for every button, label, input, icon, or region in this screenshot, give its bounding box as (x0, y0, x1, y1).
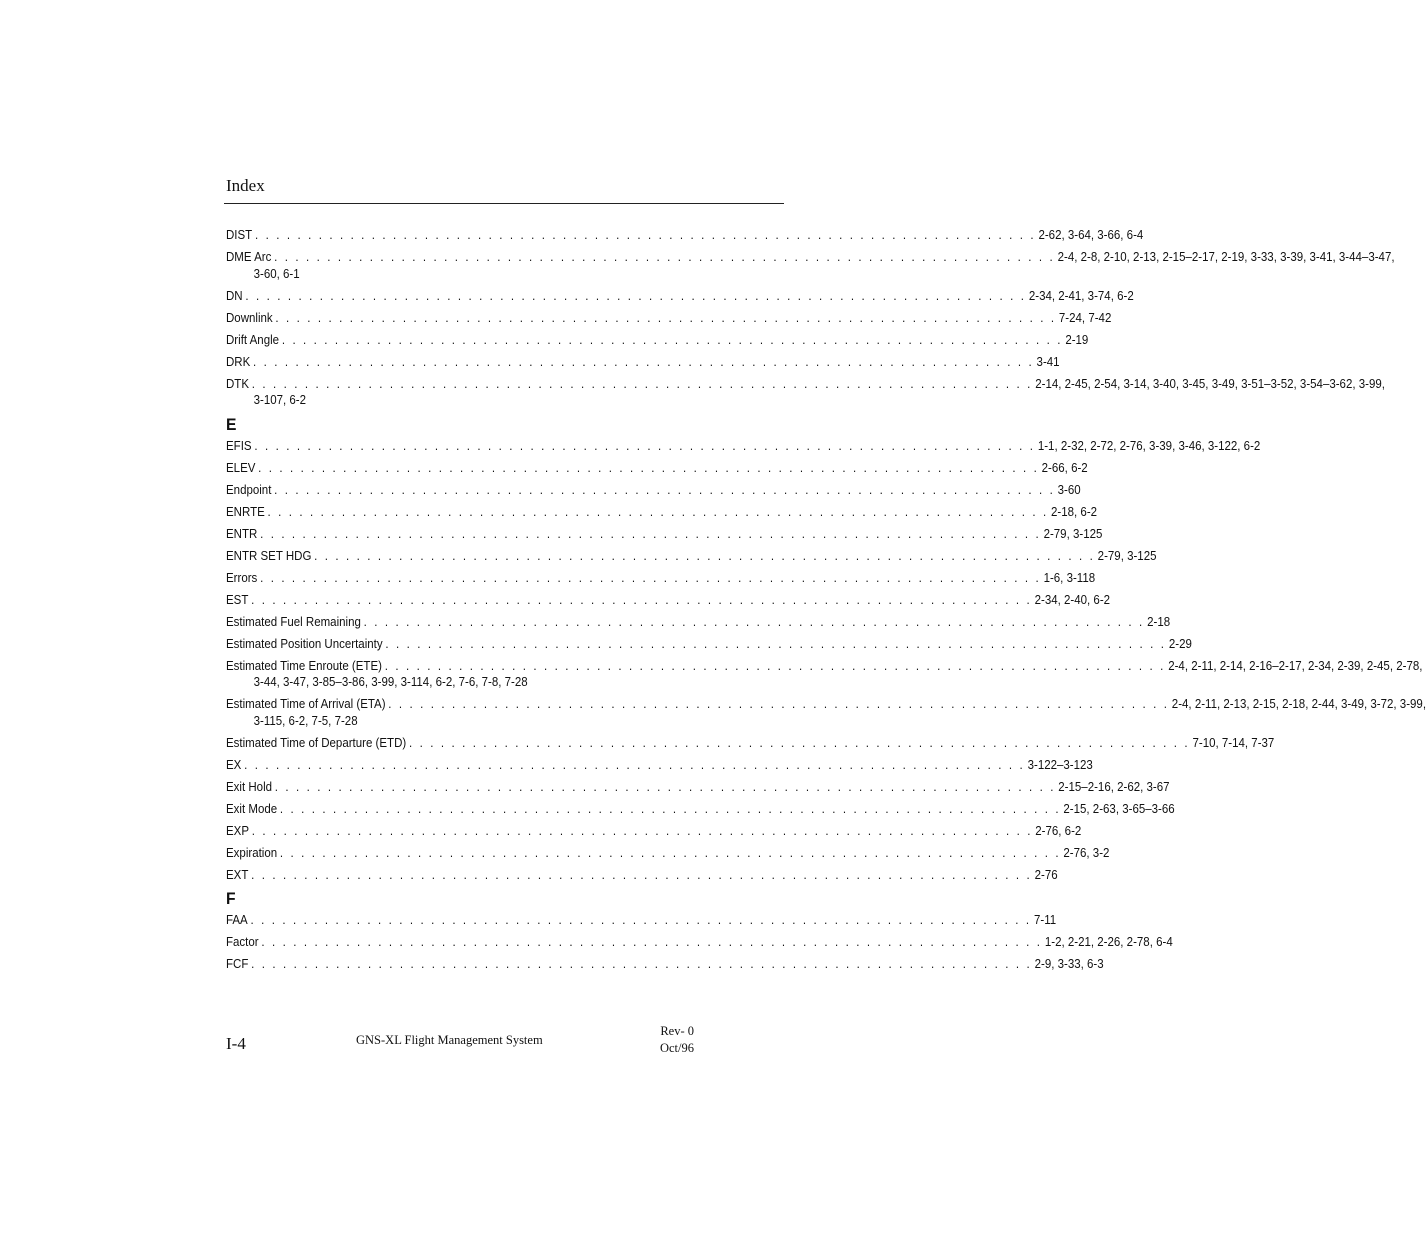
index-pages: 2-9, 3-33, 6-3 (1034, 957, 1104, 971)
index-pages: 2-18, 6-2 (1051, 504, 1098, 519)
dot-leader: . . . . . . . . . . . . . . . . . . . . . . . . . . . . . . . . . . . . . . . . . . . . . . . . . . . . . . . . . . . . . . . . . . . . . . . . . . (384, 658, 1166, 673)
index-term: Exit Mode (226, 801, 278, 816)
index-term: FAA (226, 913, 248, 927)
index-pages: 3-122–3-123 (1027, 757, 1093, 772)
index-term: EX (226, 757, 242, 772)
dot-leader: . . . . . . . . . . . . . . . . . . . . . . . . . . . . . . . . . . . . . . . . . . . . . . . . . . . . . . . . . . . . . . . . . . . . . . . . . . (254, 438, 1036, 453)
index-term: Downlink (226, 310, 273, 325)
index-term: EST (226, 592, 249, 607)
index-entry (226, 614, 1171, 631)
index-entry (226, 779, 1170, 796)
index-pages: 2-4, 2-8, 2-10, 2-13, 2-15–2-17, 2-19, 3-33, 3-39, 3-41, 3-44–3-47, (1057, 250, 1395, 264)
footer-revision: Rev- 0 (660, 1024, 694, 1038)
index-entry (226, 548, 1157, 565)
index-entry (226, 592, 1111, 609)
dot-leader: . . . . . . . . . . . . . . . . . . . . . . . . . . . . . . . . . . . . . . . . . . . . . . . . . . . . . . . . . . . . . . . . . . . . . . . . . . (251, 592, 1032, 607)
header-rule (224, 203, 784, 204)
index-term: Estimated Position Uncertainty (226, 636, 383, 651)
dot-leader: . . . . . . . . . . . . . . . . . . . . . . . . . . . . . . . . . . . . . . . . . . . . . . . . . . . . . . . . . . . . . . . . . . . . . . . . . . (408, 735, 1190, 750)
index-pages: 3-41 (1036, 354, 1060, 369)
dot-leader: . . . . . . . . . . . . . . . . . . . . . . . . . . . . . . . . . . . . . . . . . . . . . . . . . . . . . . . . . . . . . . . . . . . . . . . . . . (260, 526, 1041, 541)
index-pages: 2-34, 2-40, 6-2 (1034, 592, 1111, 607)
dot-leader: . . . . . . . . . . . . . . . . . . . . . . . . . . . . . . . . . . . . . . . . . . . . . . . . . . . . . . . . . . . . . . . . . . . . . . . . . . (314, 548, 1095, 563)
index-entry (226, 504, 1098, 521)
dot-leader: . . . . . . . . . . . . . . . . . . . . . . . . . . . . . . . . . . . . . . . . . . . . . . . . . . . . . . . . . . . . . . . . . . . . . . . . . . (251, 957, 1032, 971)
index-entry (226, 636, 1192, 653)
index-term: Exit Hold (226, 779, 273, 794)
dot-leader: . . . . . . . . . . . . . . . . . . . . . . . . . . . . . . . . . . . . . . . . . . . . . . . . . . . . . . . . . . . . . . . . . . . . . . . . . . (261, 935, 1043, 949)
index-pages-continued: 3-115, 6-2, 7-5, 7-28 (253, 713, 358, 728)
dot-leader: . . . . . . . . . . . . . . . . . . . . . . . . . . . . . . . . . . . . . . . . . . . . . . . . . . . . . . . . . . . . . . . . . . . . . . . . . . (275, 310, 1057, 325)
dot-leader: . . . . . . . . . . . . . . . . . . . . . . . . . . . . . . . . . . . . . . . . . . . . . . . . . . . . . . . . . . . . . . . . . . . . . . . . . . (274, 250, 1055, 264)
index-pages: 2-34, 2-41, 3-74, 6-2 (1028, 288, 1134, 303)
index-term: DIST (226, 228, 253, 242)
index-entry (226, 526, 1103, 543)
page-title: Index (226, 176, 265, 195)
index-term: Estimated Time of Arrival (ETA) (226, 697, 386, 711)
index-entry (226, 249, 1395, 282)
index-term: ELEV (226, 460, 256, 475)
dot-leader: . . . . . . . . . . . . . . . . . . . . . . . . . . . . . . . . . . . . . . . . . . . . . . . . . . . . . . . . . . . . . . . . . . . . . . . . . . (279, 845, 1061, 860)
index-pages: 2-15, 2-63, 3-65–3-66 (1063, 801, 1175, 816)
index-term: DRK (226, 354, 251, 369)
index-pages: 2-18 (1147, 614, 1171, 629)
index-term: Endpoint (226, 482, 272, 497)
dot-leader: . . . . . . . . . . . . . . . . . . . . . . . . . . . . . . . . . . . . . . . . . . . . . . . . . . . . . . . . . . . . . . . . . . . . . . . . . . (258, 460, 1039, 475)
footer-date: Oct/96 (659, 1041, 694, 1055)
index-pages: 1-6, 3-118 (1043, 570, 1096, 585)
index-term: Estimated Time Enroute (ETE) (226, 658, 382, 673)
index-entry (226, 934, 1173, 951)
index-pages: 2-4, 2-11, 2-14, 2-16–2-17, 2-34, 2-39, 2-45, 2-78, (1168, 658, 1423, 673)
index-entry (226, 867, 1058, 884)
index-pages: 2-66, 6-2 (1041, 460, 1088, 475)
index-term: Factor (226, 935, 259, 949)
index-pages: 7-11 (1033, 913, 1057, 927)
index-entry (226, 956, 1104, 973)
index-term: FCF (226, 957, 249, 971)
index-pages: 2-14, 2-45, 2-54, 3-14, 3-40, 3-45, 3-49, 3-51–3-52, 3-54–3-62, 3-99, (1035, 376, 1385, 391)
index-entry (226, 227, 1144, 244)
index-pages: 1-2, 2-21, 2-26, 2-78, 6-4 (1044, 935, 1173, 949)
index-entry (226, 482, 1081, 499)
index-pages: 3-60 (1057, 482, 1081, 497)
index-term: DN (226, 288, 243, 303)
index-pages: 2-19 (1065, 332, 1089, 347)
dot-leader: . . . . . . . . . . . . . . . . . . . . . . . . . . . . . . . . . . . . . . . . . . . . . . . . . . . . . . . . . . . . . . . . . . . . . . . . . . (363, 614, 1145, 629)
index-pages: 2-62, 3-64, 3-66, 6-4 (1038, 228, 1144, 242)
dot-leader: . . . . . . . . . . . . . . . . . . . . . . . . . . . . . . . . . . . . . . . . . . . . . . . . . . . . . . . . . . . . . . . . . . . . . . . . . . (279, 801, 1061, 816)
index-entry (226, 376, 1385, 409)
dot-leader: . . . . . . . . . . . . . . . . . . . . . . . . . . . . . . . . . . . . . . . . . . . . . . . . . . . . . . . . . . . . . . . . . . . . . . . . . . (251, 823, 1033, 838)
index-entry (226, 845, 1110, 862)
dot-leader: . . . . . . . . . . . . . . . . . . . . . . . . . . . . . . . . . . . . . . . . . . . . . . . . . . . . . . . . . . . . . . . . . . . . . . . . . . (253, 354, 1034, 369)
index-term: DTK (226, 376, 249, 391)
index-pages: 2-76, 6-2 (1035, 823, 1082, 838)
dot-leader: . . . . . . . . . . . . . . . . . . . . . . . . . . . . . . . . . . . . . . . . . . . . . . . . . . . . . . . . . . . . . . . . . . . . . . . . . . (388, 697, 1170, 711)
index-entry (226, 288, 1134, 305)
index-pages: 7-24, 7-42 (1058, 310, 1112, 325)
dot-leader: . . . . . . . . . . . . . . . . . . . . . . . . . . . . . . . . . . . . . . . . . . . . . . . . . . . . . . . . . . . . . . . . . . . . . . . . . . (274, 482, 1055, 497)
dot-leader: . . . . . . . . . . . . . . . . . . . . . . . . . . . . . . . . . . . . . . . . . . . . . . . . . . . . . . . . . . . . . . . . . . . . . . . . . . (250, 913, 1032, 927)
index-pages: 2-79, 3-125 (1097, 548, 1157, 563)
index-entry (226, 460, 1088, 477)
dot-leader: . . . . . . . . . . . . . . . . . . . . . . . . . . . . . . . . . . . . . . . . . . . . . . . . . . . . . . . . . . . . . . . . . . . . . . . . . . (281, 332, 1063, 347)
index-pages: 2-4, 2-11, 2-13, 2-15, 2-18, 2-44, 3-49, 3-72, 3-99, (1171, 697, 1426, 711)
index-term: ENRTE (226, 504, 265, 519)
index-entry (226, 570, 1096, 587)
index-term: Errors (226, 570, 258, 585)
index-term: ENTR (226, 526, 258, 541)
dot-leader: . . . . . . . . . . . . . . . . . . . . . . . . . . . . . . . . . . . . . . . . . . . . . . . . . . . . . . . . . . . . . . . . . . . . . . . . . . (260, 570, 1041, 585)
index-entry (226, 354, 1060, 371)
index-pages: 2-76 (1034, 867, 1058, 882)
index-entry (226, 912, 1057, 929)
index-term: EXP (226, 823, 250, 838)
dot-leader: . . . . . . . . . . . . . . . . . . . . . . . . . . . . . . . . . . . . . . . . . . . . . . . . . . . . . . . . . . . . . . . . . . . . . . . . . . (267, 504, 1049, 519)
index-pages: 2-29 (1168, 636, 1192, 651)
index-term: Estimated Fuel Remaining (226, 614, 361, 629)
dot-leader: . . . . . . . . . . . . . . . . . . . . . . . . . . . . . . . . . . . . . . . . . . . . . . . . . . . . . . . . . . . . . . . . . . . . . . . . . . (385, 636, 1167, 651)
index-term: ENTR SET HDG (226, 548, 312, 563)
index-pages-continued: 3-107, 6-2 (253, 393, 307, 407)
index-pages: 2-15–2-16, 2-62, 3-67 (1058, 779, 1170, 794)
dot-leader: . . . . . . . . . . . . . . . . . . . . . . . . . . . . . . . . . . . . . . . . . . . . . . . . . . . . . . . . . . . . . . . . . . . . . . . . . . (254, 228, 1036, 242)
index-entry (226, 757, 1093, 774)
index-pages: 1-1, 2-32, 2-72, 2-76, 3-39, 3-46, 3-122, 6-2 (1037, 438, 1261, 453)
section-letter: E (226, 414, 237, 434)
index-pages-continued: 3-60, 6-1 (253, 266, 300, 281)
index-entry (226, 658, 1423, 691)
index-entry (226, 801, 1175, 818)
dot-leader: . . . . . . . . . . . . . . . . . . . . . . . . . . . . . . . . . . . . . . . . . . . . . . . . . . . . . . . . . . . . . . . . . . . . . . . . . . (245, 288, 1027, 303)
footer-revision-block (640, 1023, 694, 1057)
index-entry (226, 310, 1112, 327)
dot-leader: . . . . . . . . . . . . . . . . . . . . . . . . . . . . . . . . . . . . . . . . . . . . . . . . . . . . . . . . . . . . . . . . . . . . . . . . . . (251, 867, 1032, 882)
index-entry (226, 332, 1089, 349)
dot-leader: . . . . . . . . . . . . . . . . . . . . . . . . . . . . . . . . . . . . . . . . . . . . . . . . . . . . . . . . . . . . . . . . . . . . . . . . . . (274, 779, 1056, 794)
index-term: Drift Angle (226, 332, 280, 347)
index-pages: 2-76, 3-2 (1063, 845, 1110, 860)
index-term: EXT (226, 867, 249, 882)
section-letter: F (226, 889, 236, 908)
dot-leader: . . . . . . . . . . . . . . . . . . . . . . . . . . . . . . . . . . . . . . . . . . . . . . . . . . . . . . . . . . . . . . . . . . . . . . . . . . (251, 376, 1033, 391)
index-pages-continued: 3-44, 3-47, 3-85–3-86, 3-99, 3-114, 6-2, 7-6, 7-8, 7-28 (253, 675, 528, 689)
footer-page-number: I-4 (226, 1034, 246, 1053)
index-entry (226, 735, 1275, 752)
index-pages: 2-79, 3-125 (1043, 526, 1103, 541)
index-entry (226, 696, 1426, 729)
index-term: Estimated Time of Departure (ETD) (226, 735, 407, 750)
index-entry (226, 823, 1082, 840)
dot-leader: . . . . . . . . . . . . . . . . . . . . . . . . . . . . . . . . . . . . . . . . . . . . . . . . . . . . . . . . . . . . . . . . . . . . . . . . . . (244, 757, 1025, 772)
index-term: EFIS (226, 438, 252, 453)
index-pages: 7-10, 7-14, 7-37 (1192, 735, 1275, 750)
index-term: Expiration (226, 845, 278, 860)
index-term: DME Arc (226, 250, 272, 264)
index-list (226, 227, 1426, 978)
footer-book-title: GNS-XL Flight Management System (356, 1033, 543, 1047)
index-entry (226, 438, 1261, 455)
